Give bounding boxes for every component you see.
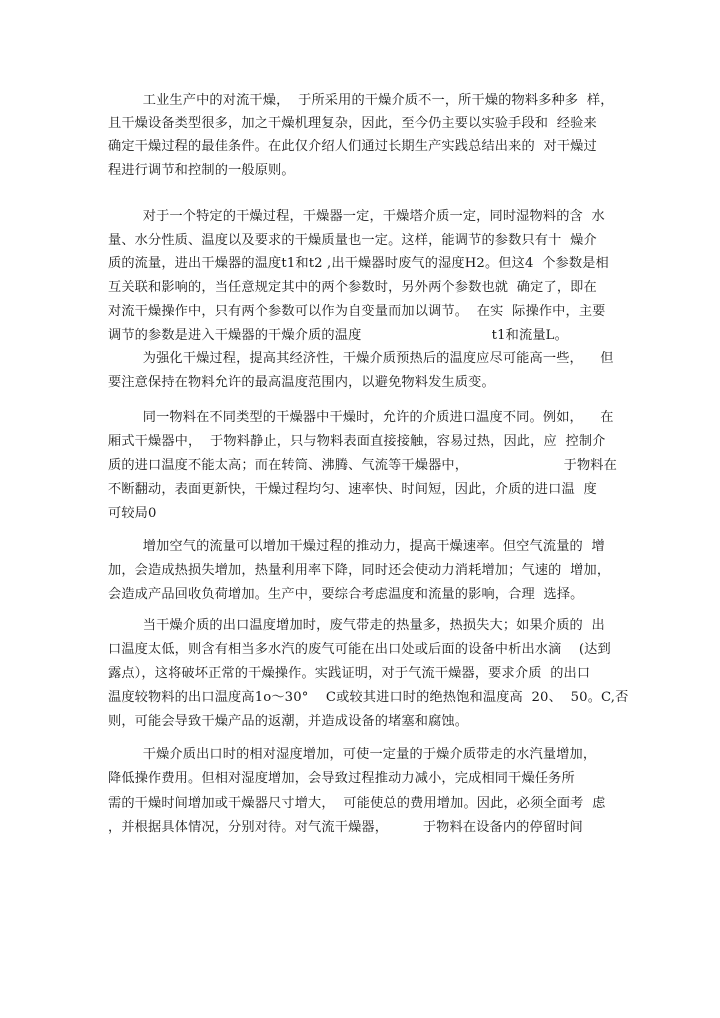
text-line: 确定干燥过程的最佳条件。在此仅介绍人们通过长期生产实践总结出来的 对干燥过 — [108, 139, 597, 154]
text-line: 露点），这将破坏正常的干燥操作。实践证明，对于气流干燥器，要求介质 的出口 — [108, 666, 591, 681]
text-line: 厢式干燥器中， 于物料静止，只与物料表面直接接触，容易过热，因此，应 控制介 — [108, 434, 606, 449]
text-line: 量、水分性质、温度以及要求的干燥质量也一定。这样，能调节的参数只有十 燥介 — [108, 233, 597, 248]
text-line: 质的流量，进出干燥器的温度t1和t2 ,出干燥器时废气的湿度H2。但这4 个参数是相 — [108, 256, 609, 271]
text-line: 当干燥介质的出口温度增加时，废气带走的热量多，热损失大；如果介质的 出 — [108, 618, 605, 633]
text-line: 调节的参数是进入干燥器的干燥介质的温度 t1和流量L。 — [108, 328, 568, 343]
text-line: 质的进口温度不能太高；而在转筒、沸腾、气流等干燥器中， 于物料在 — [108, 458, 617, 473]
text-line: ，并根据具体情况，分别对待。对气流干燥器， 于物料在设备内的停留时间 — [108, 820, 583, 835]
text-line: 为强化干燥过程，提高其经济性，干燥介质预热后的温度应尽可能高一些， 但 — [108, 351, 614, 366]
text-line: 互关联和影响的，当任意规定其中的两个参数时，另外两个参数也就 确定了，即在 — [108, 280, 597, 295]
text-line: 不断翻动，表面更新快，干燥过程均匀、速率快、时间短，因此，介质的进口温 度 — [108, 482, 597, 497]
text-line: 工业生产中的对流干燥， 于所采用的干燥介质不一，所干燥的物料多种多 样， — [108, 93, 614, 108]
text-line: 增加空气的流量可以增加干燥过程的推动力，提高干燥速率。但空气流量的 增 — [108, 539, 605, 554]
text-line: 会造成产品回收负荷增加。生产中，要综合考虑温度和流量的影响，合理 选择。 — [108, 587, 584, 602]
text-line: 要注意保持在物料允许的最高温度范围内，以避免物料发生质变。 — [108, 375, 495, 390]
text-line: 可较局0 — [108, 506, 157, 521]
text-line: 程进行调节和控制的一般原则。 — [108, 163, 295, 178]
text-line: 口温度太低，则含有相当多水汽的废气可能在出口处或后面的设备中析出水滴 (达到 — [108, 642, 611, 657]
text-line: 对流干燥操作中，只有两个参数可以作为自变量而加以调节。 在实 际操作中，主要 — [108, 304, 606, 319]
text-line: 且干燥设备类型很多，加之干燥机理复杂，因此，至今仍主要以实验手段和 经验来 — [108, 116, 597, 131]
text-line: 降低操作费用。但相对湿度增加，会导致过程推动力减小，完成相同干燥任务所 — [108, 771, 575, 786]
text-line: 温度较物料的出口温度高1o〜30° C或较其进口时的绝热饱和温度高 20、 50。C,否 — [108, 690, 629, 705]
text-line: 干燥介质出口时的相对湿度增加，可使一定量的于燥介质带走的水汽量增加， — [108, 747, 597, 762]
text-line: 需的干燥时间增加或干燥器尺寸增大， 可能使总的费用增加。因此，必须全面考 虑 — [108, 796, 606, 811]
text-line: 加，会造成热损失增加，热量利用率下降，同时还会使动力消耗增加；气速的 增加， — [108, 563, 611, 578]
text-line: 则，可能会导致干燥产品的返潮，并造成设备的堵塞和腐蚀。 — [108, 714, 469, 729]
text-line: 对于一个特定的干燥过程，干燥器一定，干燥塔介质一定，同时湿物料的含 水 — [108, 209, 605, 224]
text-line: 同一物料在不同类型的干燥器中干燥时，允许的介质进口温度不同。例如， 在 — [108, 410, 614, 425]
